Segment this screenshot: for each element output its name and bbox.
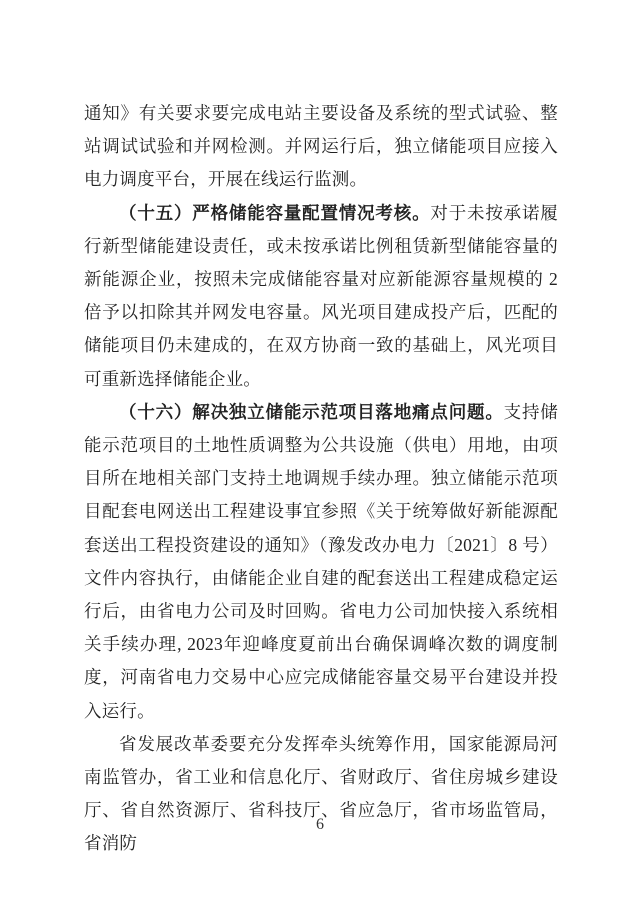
paragraph-text-run: 通知》有关要求要完成电站主要设备及系统的型式试验、整站调试试验和并网检测。并网运行后，独立储能项目应接入电力调度平台，开展在线运行监测。 [84, 103, 558, 190]
paragraph [84, 396, 558, 728]
paragraph-text-run: 省发展改革委要充分发挥牵头统筹作用，国家能源局河南监管办，省工业和信息化厅、省财政厅、省住房城乡建设厅、省自然资源厅、省科技厅、省应急厅，省市场监管局，省消防 [84, 733, 558, 854]
paragraph [84, 197, 558, 396]
paragraph-text-run: 支持储能示范项目的土地性质调整为公共设施（供电）用地，由项目所在地相关部门支持土地调规手续办理。独立储能示范项目配套电网送出工程建设事宜参照《关于统筹做好新能源配套送出工程投资建设的通知》（豫发改办电力〔2021〕8 号）文件内容执行，由储能企业自建的配套送出工程建成稳定运行后，由省电力公司及时回购。省电力公司加快接入系统相关手续办理, 2023年迎峰度夏前出台确保调峰次数的调度制度，河南省电力交易中心应完成储能容量交易平台建设并投入运行。 [84, 401, 558, 721]
paragraph-heading-run: （十五）严格储能容量配置情况考核。 [119, 202, 431, 223]
document-body [84, 97, 558, 861]
paragraph [84, 97, 558, 197]
paragraph-heading-run: （十六）解决独立储能示范项目落地痛点问题。 [119, 401, 504, 422]
page-number: 6 [316, 816, 324, 833]
paragraph [84, 728, 558, 861]
paragraph-text-run: 对于未按承诺履行新型储能建设责任，或未按承诺比例租赁新型储能容量的新能源企业，按照未完成储能容量对应新能源容量规模的 2 倍予以扣除其并网发电容量。风光项目建成投产后，匹配的储能项目仍未建成的，在双方协商一致的基础上，风光项目可重新选择储能企业。 [84, 202, 558, 389]
